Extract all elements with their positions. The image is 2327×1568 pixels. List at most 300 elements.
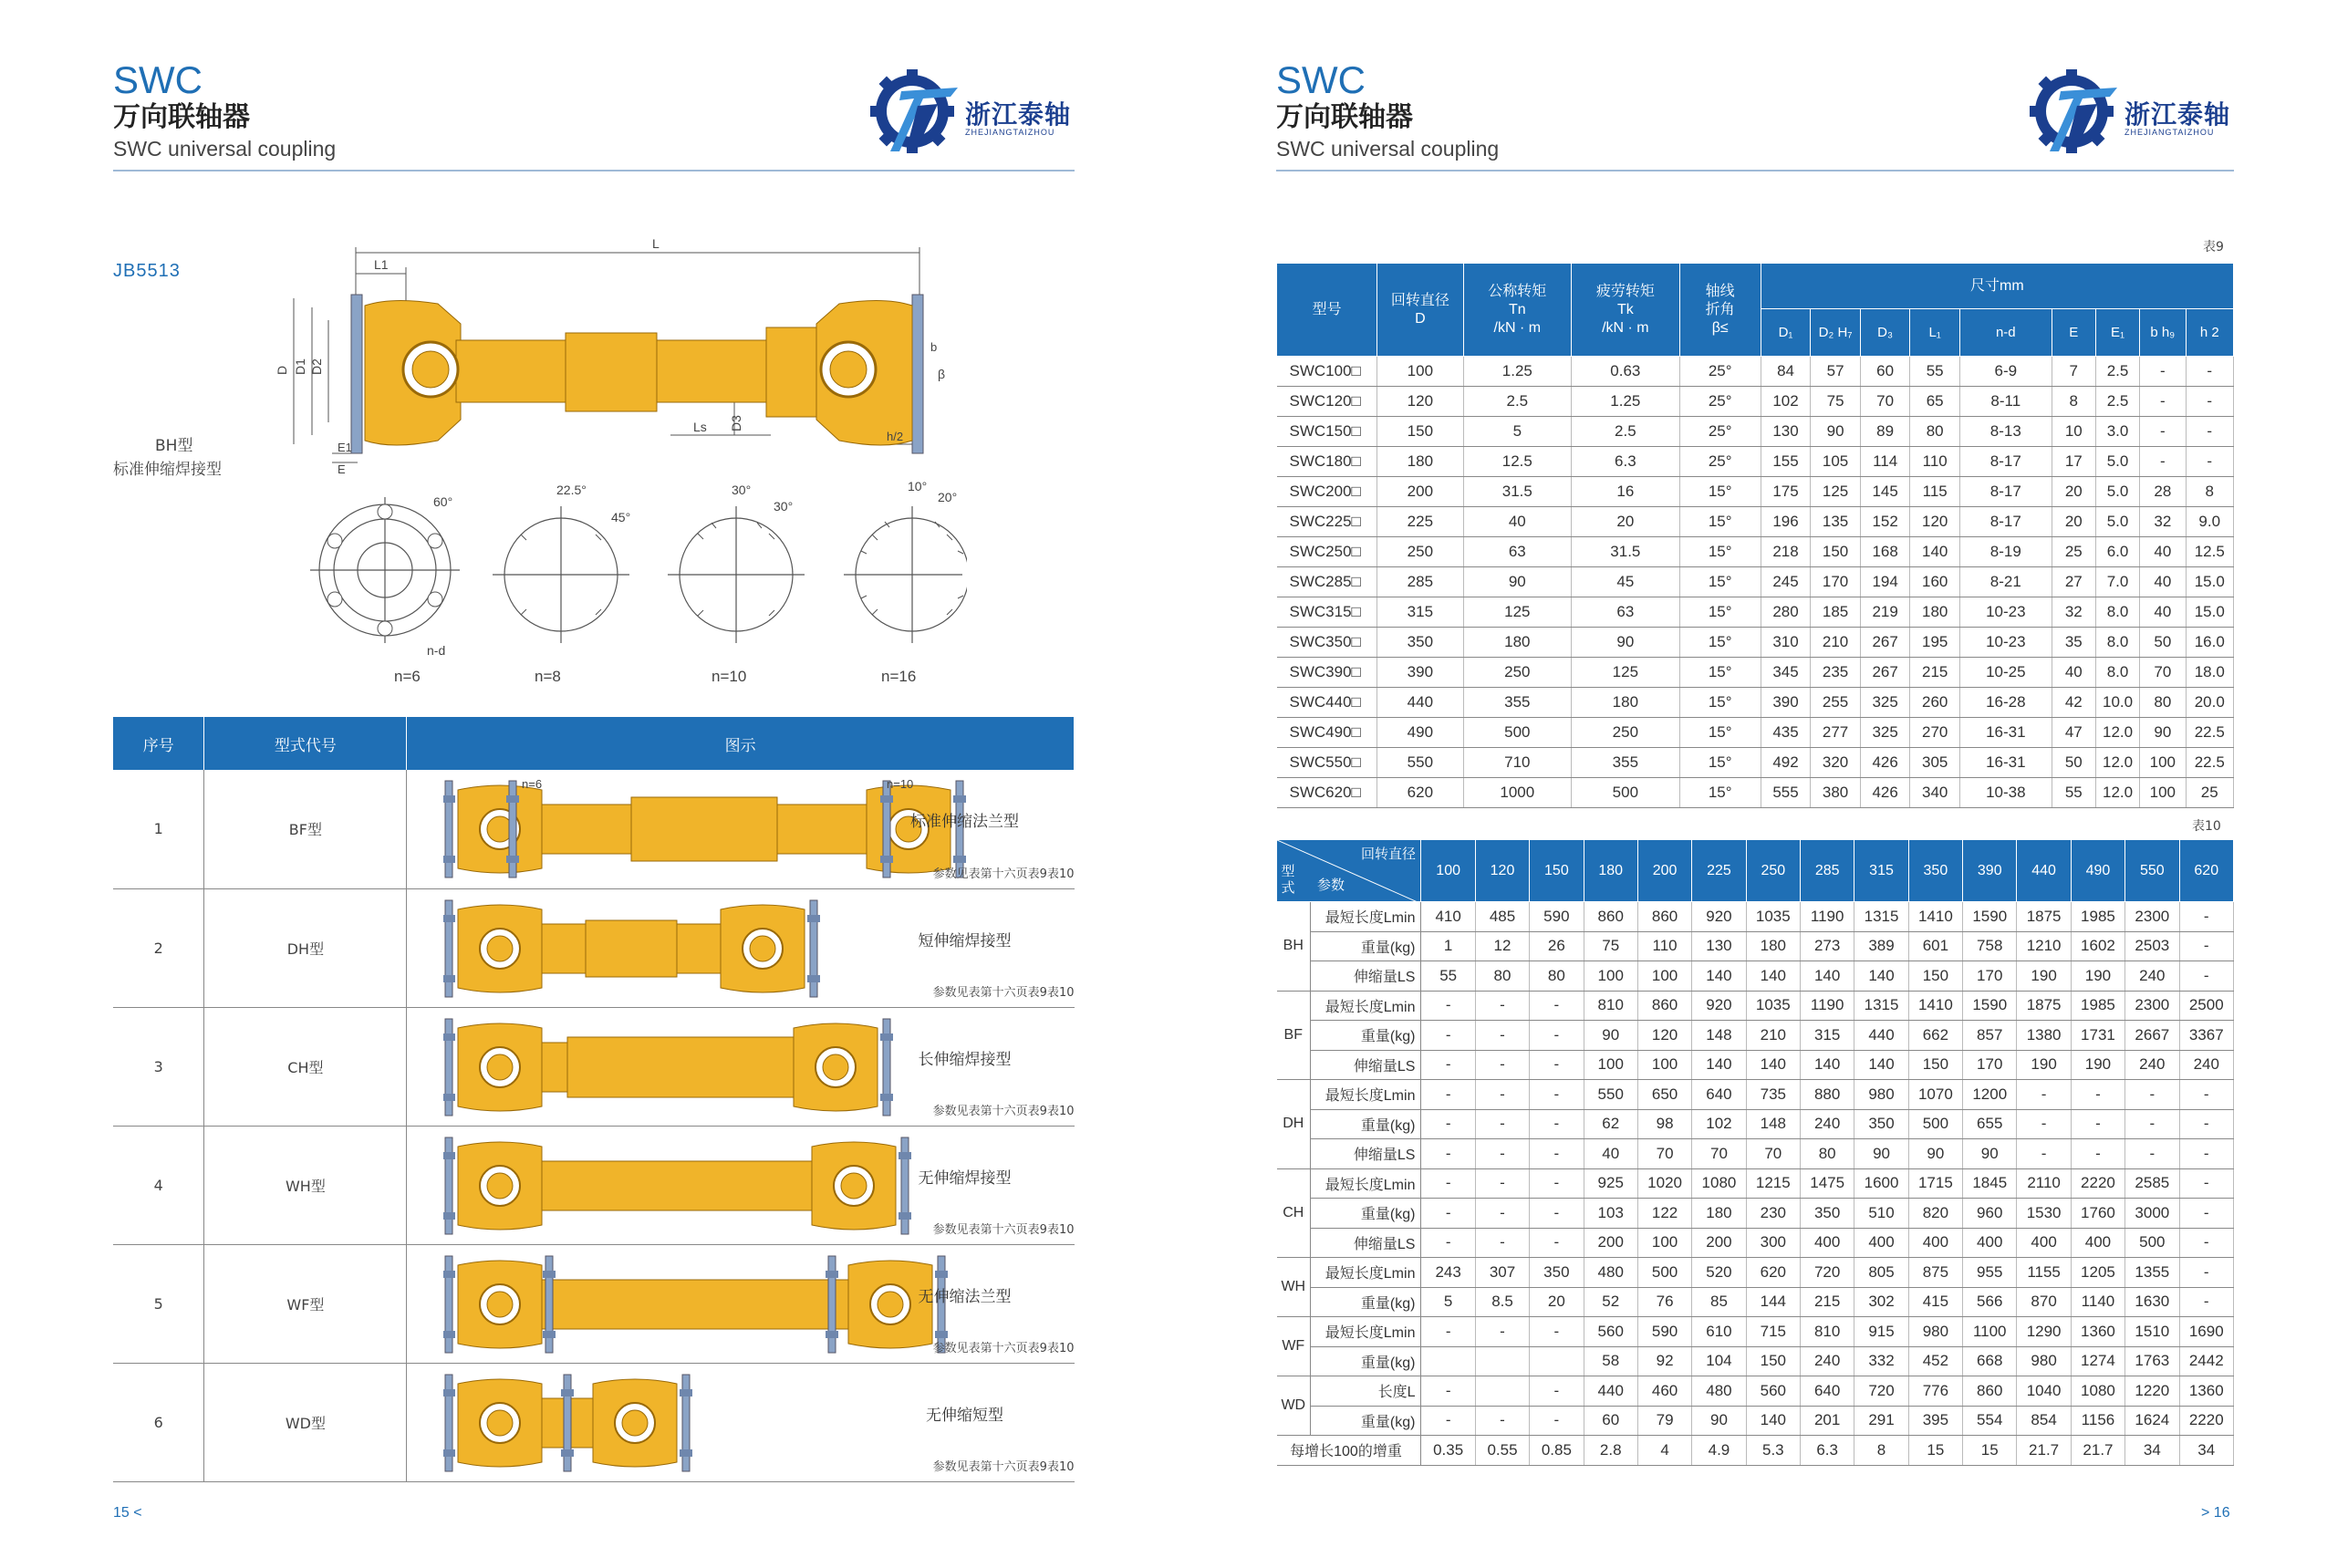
- table10: [1276, 839, 2234, 1466]
- table9-cell: 10-38: [1959, 778, 2052, 808]
- bh-type-label: [113, 434, 296, 482]
- table9-cell: 15.0: [2186, 567, 2234, 597]
- table9-cell: 25°: [1679, 357, 1761, 387]
- table9-cell: 315: [1377, 597, 1463, 628]
- table9-cell: 16.0: [2186, 628, 2234, 658]
- t10-cell: [1530, 1346, 1584, 1376]
- table9-model-cell: SWC120□: [1277, 387, 1377, 417]
- table9-cell: 15°: [1679, 537, 1761, 567]
- t10-cell: 90: [1584, 1021, 1637, 1051]
- table9-row: [1277, 537, 2234, 567]
- t10-cell: 566: [1963, 1287, 2017, 1317]
- angle-22-5: 22.5°: [556, 483, 587, 497]
- t10-cell: 860: [1637, 991, 1691, 1021]
- table9-cell: 1.25: [1463, 357, 1572, 387]
- t10-cell: 90: [1692, 1406, 1746, 1436]
- t10-cell: -: [1530, 991, 1584, 1021]
- t10-cell: 758: [1963, 931, 2017, 961]
- table9-cell: -: [2186, 417, 2234, 447]
- t10-cell: -: [1475, 1109, 1529, 1139]
- t10-cell: 2220: [2071, 1168, 2124, 1199]
- t10-cell: -: [1475, 1199, 1529, 1229]
- table9-cell: 22.5: [2186, 748, 2234, 778]
- t10-param: 最短长度Lmin: [1311, 902, 1421, 932]
- table9-cell: 55: [1910, 357, 1960, 387]
- type-row-figure: [407, 1244, 1075, 1363]
- t10-cell: 400: [1800, 1228, 1854, 1258]
- table9-cell: 390: [1761, 688, 1811, 718]
- t10-cell: 1274: [2071, 1346, 2124, 1376]
- t10-cell: 150: [1908, 961, 1962, 992]
- table9-row: [1277, 718, 2234, 748]
- t10-param: 重量(kg): [1311, 1406, 1421, 1436]
- table9-cell: 5: [1463, 417, 1572, 447]
- t10-cell: -: [1475, 1406, 1529, 1436]
- table9-model-cell: SWC225□: [1277, 507, 1377, 537]
- t10-cell: 140: [1746, 1406, 1800, 1436]
- right-flange: [912, 295, 923, 453]
- t10-cell: 240: [1800, 1346, 1854, 1376]
- t10-cell: -: [2179, 961, 2234, 992]
- type-row-no: 6: [113, 1363, 204, 1481]
- t10-cell: 20: [1530, 1287, 1584, 1317]
- table9-cell: 180: [1377, 447, 1463, 477]
- t10-cell: 1290: [2017, 1317, 2071, 1347]
- type-row-figure: [407, 1126, 1075, 1244]
- t10-param: 最短长度Lmin: [1311, 1317, 1421, 1347]
- t10-last-param: 每增长100的增重: [1277, 1436, 1421, 1466]
- t10-cell: 1190: [1800, 902, 1854, 932]
- t10-group-name: BH: [1277, 902, 1311, 992]
- t10-cell: -: [1530, 1317, 1584, 1347]
- t10-cell: -: [1530, 1080, 1584, 1110]
- table9-cell: 6.0: [2095, 537, 2139, 567]
- table9-cell: 277: [1811, 718, 1861, 748]
- table9-cell: 15°: [1679, 718, 1761, 748]
- t10-cell: 100: [1637, 961, 1691, 992]
- t10-param: 最短长度Lmin: [1311, 1258, 1421, 1288]
- t10-cell: 1845: [1963, 1168, 2017, 1199]
- table9-cell: 18.0: [2186, 658, 2234, 688]
- dim-L: L: [652, 236, 660, 251]
- t10-cell: 500: [2125, 1228, 2179, 1258]
- t10-cell: 350: [1800, 1199, 1854, 1229]
- table9-caption: 表9: [2203, 240, 2224, 254]
- table10-row: [1277, 1168, 2234, 1199]
- t10-cell: 1410: [1908, 902, 1962, 932]
- dim-beta: β: [938, 367, 946, 381]
- t10-cell: 1985: [2071, 991, 2124, 1021]
- table9-cell: 90: [1811, 417, 1861, 447]
- t10-cell: 150: [1746, 1346, 1800, 1376]
- type-row-code: BF型: [204, 770, 407, 888]
- header-divider: [113, 170, 1075, 171]
- t10-cell: 5.3: [1746, 1436, 1800, 1466]
- t10-cell: 590: [1530, 902, 1584, 932]
- t10-cell: 1155: [2017, 1258, 2071, 1288]
- t10-cell: -: [2125, 1080, 2179, 1110]
- t10-cell: 85: [1692, 1287, 1746, 1317]
- table9-row: [1277, 688, 2234, 718]
- t10-cell: 170: [1963, 961, 2017, 992]
- t9-header-model: 型号: [1277, 264, 1377, 357]
- table9-cell: 555: [1761, 778, 1811, 808]
- t10-cell: -: [1475, 991, 1529, 1021]
- t10-cell: 601: [1908, 931, 1962, 961]
- table9-cell: 8-17: [1959, 477, 2052, 507]
- t10-cell: -: [1475, 1139, 1529, 1169]
- table9-cell: 285: [1377, 567, 1463, 597]
- t10-col-header: 200: [1637, 840, 1691, 902]
- type-row: [113, 1363, 1075, 1481]
- t10-cell: 1040: [2017, 1376, 2071, 1407]
- t10-cell: -: [1475, 1050, 1529, 1080]
- table9-cell: 500: [1463, 718, 1572, 748]
- table9-cell: 175: [1761, 477, 1811, 507]
- t10-cell: 140: [1800, 1050, 1854, 1080]
- table9-cell: 355: [1463, 688, 1572, 718]
- t9-header-D: [1377, 264, 1463, 357]
- t10-group-name: WD: [1277, 1376, 1311, 1436]
- type-row-figure: [407, 888, 1075, 1007]
- t10-cell: 810: [1800, 1317, 1854, 1347]
- t10-cell: -: [2179, 1199, 2234, 1229]
- table9-cell: 710: [1463, 748, 1572, 778]
- dim-D1: D1: [293, 358, 307, 375]
- left-header: [113, 60, 336, 162]
- t10-cell: 1020: [1637, 1168, 1691, 1199]
- t10-cell: 12: [1475, 931, 1529, 961]
- dim-L1: L1: [374, 257, 389, 272]
- type-header-no: 序号: [113, 717, 204, 770]
- table9-cell: 130: [1761, 417, 1811, 447]
- t10-cell: 79: [1637, 1406, 1691, 1436]
- table9-cell: -: [2140, 387, 2186, 417]
- t10-cell: 480: [1584, 1258, 1637, 1288]
- t10-cell: 1190: [1800, 991, 1854, 1021]
- table9-cell: 3.0: [2095, 417, 2139, 447]
- t10-cell: 34: [2179, 1436, 2234, 1466]
- t10-cell: 240: [2125, 1050, 2179, 1080]
- t10-param: 重量(kg): [1311, 1021, 1421, 1051]
- t10-cell: 1985: [2071, 902, 2124, 932]
- t10-cell: 860: [1963, 1376, 2017, 1407]
- t10-cell: -: [1421, 1021, 1475, 1051]
- t10-cell: 1510: [2125, 1317, 2179, 1347]
- t10-cell: 240: [1800, 1109, 1854, 1139]
- t10-cell: 200: [1692, 1228, 1746, 1258]
- t10-cell: 350: [1530, 1258, 1584, 1288]
- t10-col-header: 225: [1692, 840, 1746, 902]
- table9-cell: 40: [2052, 658, 2095, 688]
- table9-cell: 345: [1761, 658, 1811, 688]
- t10-cell: 8.5: [1475, 1287, 1529, 1317]
- table9-cell: 28: [2140, 477, 2186, 507]
- t10-cell: 1215: [1746, 1168, 1800, 1199]
- t10-cell: 2220: [2179, 1406, 2234, 1436]
- type-row-ref: 参数见表第十六页表9表10: [932, 867, 1075, 881]
- table9-cell: 8-17: [1959, 507, 2052, 537]
- t10-cell: 230: [1746, 1199, 1800, 1229]
- type-row-no: 4: [113, 1126, 204, 1244]
- table9-cell: 17: [2052, 447, 2095, 477]
- t10-cell: 1070: [1908, 1080, 1962, 1110]
- type-row: [113, 1244, 1075, 1363]
- table10-row: [1277, 902, 2234, 932]
- t9-header-size: 尺寸mm: [1761, 264, 2233, 309]
- t9-h-Tn-1: 公称转矩: [1488, 283, 1547, 299]
- t10-cell: [1475, 1376, 1529, 1407]
- t10-cell: 0.85: [1530, 1436, 1584, 1466]
- table9-cell: 100: [2140, 778, 2186, 808]
- header-code: SWC: [1276, 58, 1366, 101]
- table9-cell: 90: [1463, 567, 1572, 597]
- table9-cell: 9.0: [2186, 507, 2234, 537]
- t9-h-D-2: D: [1415, 310, 1426, 327]
- t10-cell: -: [2071, 1139, 2124, 1169]
- angle-10: 10°: [908, 479, 928, 493]
- n8-label: n=8: [535, 668, 561, 685]
- t10-col-header: 550: [2125, 840, 2179, 902]
- header-code: SWC: [113, 58, 203, 101]
- table9-cell: 15.0: [2186, 597, 2234, 628]
- t10-group-name: BF: [1277, 991, 1311, 1080]
- t10-cell: 1080: [1692, 1168, 1746, 1199]
- t10-cell: 2300: [2125, 902, 2179, 932]
- t10-cell: 560: [1584, 1317, 1637, 1347]
- table9-cell: 7: [2052, 357, 2095, 387]
- t10-cell: 55: [1421, 961, 1475, 992]
- table9-cell: 219: [1860, 597, 1910, 628]
- t10-cell: 190: [2071, 961, 2124, 992]
- t10-col-header: 620: [2179, 840, 2234, 902]
- table9-cell: 168: [1860, 537, 1910, 567]
- table9-cell: 60: [1860, 357, 1910, 387]
- t10-cell: 554: [1963, 1406, 2017, 1436]
- table9-cell: 80: [2140, 688, 2186, 718]
- t10-cell: 2500: [2179, 991, 2234, 1021]
- table9-row: [1277, 417, 2234, 447]
- t10-cell: -: [1475, 1228, 1529, 1258]
- gear-logo-icon: [867, 64, 961, 155]
- type-row-code: WH型: [204, 1126, 407, 1244]
- table9-cell: 15°: [1679, 778, 1761, 808]
- table9-cell: 15°: [1679, 507, 1761, 537]
- t10-cell: 620: [1746, 1258, 1800, 1288]
- n10-label: n=10: [712, 668, 747, 685]
- t10-cell: 480: [1692, 1376, 1746, 1407]
- table9-cell: 490: [1377, 718, 1463, 748]
- table10-row: [1277, 1080, 2234, 1110]
- t10-cell: 4.9: [1692, 1436, 1746, 1466]
- t10-cell: 640: [1692, 1080, 1746, 1110]
- t10-cell: 440: [1854, 1021, 1908, 1051]
- table10-row: [1277, 1109, 2234, 1139]
- t10-cell: 389: [1854, 931, 1908, 961]
- table9-cell: 31.5: [1572, 537, 1680, 567]
- table9-cell: 2.5: [1572, 417, 1680, 447]
- type-row-name: 短伸缩焊接型: [918, 931, 1012, 950]
- table9-model-cell: SWC550□: [1277, 748, 1377, 778]
- table9-model-cell: SWC620□: [1277, 778, 1377, 808]
- table9-model-cell: SWC350□: [1277, 628, 1377, 658]
- t10-cell: 715: [1746, 1317, 1800, 1347]
- t10-cell: -: [2179, 1258, 2234, 1288]
- t10-cell: 110: [1637, 931, 1691, 961]
- table9-cell: -: [2140, 417, 2186, 447]
- t10-cell: 1220: [2125, 1376, 2179, 1407]
- t10-cell: -: [1530, 1199, 1584, 1229]
- t10-cell: 190: [2017, 961, 2071, 992]
- table9-cell: 6.3: [1572, 447, 1680, 477]
- t10-cell: 395: [1908, 1406, 1962, 1436]
- table9-cell: 8: [2052, 387, 2095, 417]
- header-divider: [1276, 170, 2234, 171]
- table9-cell: 120: [1910, 507, 1960, 537]
- t10-cell: 80: [1800, 1139, 1854, 1169]
- table9-cell: 55: [2052, 778, 2095, 808]
- t10-cell: -: [2071, 1080, 2124, 1110]
- table9-cell: 40: [2140, 537, 2186, 567]
- t10-cell: 400: [2071, 1228, 2124, 1258]
- table9-cell: 245: [1761, 567, 1811, 597]
- t10-cell: -: [2125, 1139, 2179, 1169]
- table9-cell: 25°: [1679, 387, 1761, 417]
- t10-cell: 100: [1637, 1050, 1691, 1080]
- table9-cell: 20: [2052, 507, 2095, 537]
- table9-cell: 10-23: [1959, 628, 2052, 658]
- table9-cell: 267: [1860, 658, 1910, 688]
- table9-cell: 105: [1811, 447, 1861, 477]
- table10-row: [1277, 1139, 2234, 1169]
- t10-cell: 240: [2125, 961, 2179, 992]
- t10-cell: 90: [1854, 1139, 1908, 1169]
- type-row: [113, 770, 1075, 888]
- t10-cell: 1530: [2017, 1199, 2071, 1229]
- table9-row: [1277, 658, 2234, 688]
- logo-subtitle: ZHEJIANGTAIZHOU: [2124, 128, 2215, 137]
- table9-cell: 426: [1860, 748, 1910, 778]
- table9-cell: 620: [1377, 778, 1463, 808]
- t10-cell: -: [2179, 1168, 2234, 1199]
- t10-cell: 6.3: [1800, 1436, 1854, 1466]
- table9-cell: 185: [1811, 597, 1861, 628]
- t10-cell: 2110: [2017, 1168, 2071, 1199]
- dim-E: E: [338, 462, 346, 476]
- t9-subheader: D₂ H₇: [1811, 309, 1861, 357]
- table9-cell: -: [2186, 387, 2234, 417]
- table9-cell: 310: [1761, 628, 1811, 658]
- table9-cell: 57: [1811, 357, 1861, 387]
- t10-cell: -: [1530, 1406, 1584, 1436]
- angle-45: 45°: [611, 510, 631, 524]
- header-title-en: SWC universal coupling: [1276, 137, 1500, 161]
- table10-caption: 表10: [2192, 819, 2221, 834]
- t10-cell: 1035: [1746, 902, 1800, 932]
- table9-cell: 42: [2052, 688, 2095, 718]
- table9-cell: 340: [1910, 778, 1960, 808]
- t10-cell: 735: [1746, 1080, 1800, 1110]
- table9-cell: 12.0: [2095, 748, 2139, 778]
- t10-cell: 104: [1692, 1346, 1746, 1376]
- table9-cell: 16-31: [1959, 718, 2052, 748]
- table9-cell: 135: [1811, 507, 1861, 537]
- t10-cell: 26: [1530, 931, 1584, 961]
- t10-col-header: 180: [1584, 840, 1637, 902]
- t10-cell: 102: [1692, 1109, 1746, 1139]
- table9-cell: 25°: [1679, 417, 1761, 447]
- table9-model-cell: SWC150□: [1277, 417, 1377, 447]
- table9-cell: 390: [1377, 658, 1463, 688]
- t10-cell: 550: [1584, 1080, 1637, 1110]
- t10-cell: 273: [1800, 931, 1854, 961]
- right-page: [1163, 0, 2327, 1568]
- t10-cell: -: [2179, 931, 2234, 961]
- bh-coupling-drawing: [274, 233, 967, 479]
- table9-cell: 114: [1860, 447, 1910, 477]
- table9-cell: 8.0: [2095, 597, 2139, 628]
- t10-cell: 1760: [2071, 1199, 2124, 1229]
- t10-cell: -: [1421, 1080, 1475, 1110]
- t10-cell: -: [1421, 1109, 1475, 1139]
- t10-cell: 70: [1692, 1139, 1746, 1169]
- table9-cell: 90: [2140, 718, 2186, 748]
- type-row-ref: 参数见表第十六页表9表10: [932, 1341, 1075, 1355]
- type-row-ref: 参数见表第十六页表9表10: [932, 985, 1075, 1000]
- t10-diag-header: [1277, 840, 1421, 902]
- t10-cell: -: [1530, 1376, 1584, 1407]
- table9-cell: 63: [1572, 597, 1680, 628]
- t10-cell: 52: [1584, 1287, 1637, 1317]
- t10-col-header: 350: [1908, 840, 1962, 902]
- table9-cell: 8-11: [1959, 387, 2052, 417]
- t10-cell: 100: [1584, 1050, 1637, 1080]
- table9-cell: 5.0: [2095, 507, 2139, 537]
- table9-cell: 15°: [1679, 658, 1761, 688]
- t10-col-header: 490: [2071, 840, 2124, 902]
- table10-row: [1277, 1346, 2234, 1376]
- t10-cell: 70: [1746, 1139, 1800, 1169]
- table9-row: [1277, 477, 2234, 507]
- table10-row: [1277, 1406, 2234, 1436]
- table9-cell: 16-28: [1959, 688, 2052, 718]
- type-row-ref: 参数见表第十六页表9表10: [932, 1222, 1075, 1237]
- t9-header-Tk: [1572, 264, 1680, 357]
- type-row: [113, 1007, 1075, 1126]
- t10-cell: -: [1421, 1406, 1475, 1436]
- angle-60: 60°: [433, 494, 453, 509]
- table9-cell: 435: [1761, 718, 1811, 748]
- t10-cell: 452: [1908, 1346, 1962, 1376]
- table9-cell: 250: [1463, 658, 1572, 688]
- t10-cell: 1630: [2125, 1287, 2179, 1317]
- table9-cell: 255: [1811, 688, 1861, 718]
- table9-cell: 210: [1811, 628, 1861, 658]
- t10-cell: 0.35: [1421, 1436, 1475, 1466]
- t10-cell: 520: [1692, 1258, 1746, 1288]
- table9-cell: 50: [2052, 748, 2095, 778]
- header-title-en: SWC universal coupling: [113, 137, 337, 161]
- t10-cell: 1602: [2071, 931, 2124, 961]
- t10-cell: 485: [1475, 902, 1529, 932]
- t10-param: 伸缩量LS: [1311, 1050, 1421, 1080]
- t10-cell: 860: [1584, 902, 1637, 932]
- t10-cell: 1140: [2071, 1287, 2124, 1317]
- t10-cell: 500: [1637, 1258, 1691, 1288]
- table9-cell: 500: [1572, 778, 1680, 808]
- bh-type-code: BH型: [155, 437, 193, 455]
- dim-h2: h/2: [887, 430, 904, 443]
